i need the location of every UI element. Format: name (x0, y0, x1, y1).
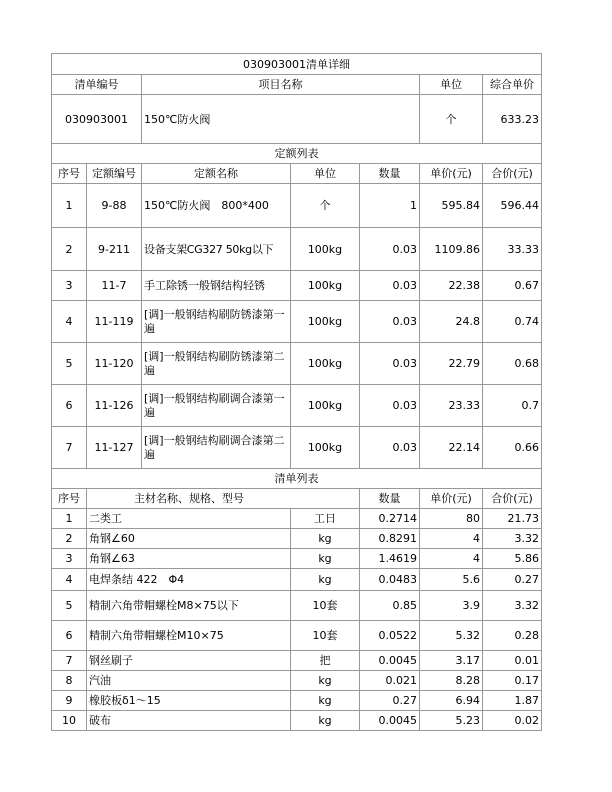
quota-name: 手工除锈一般钢结构轻锈 (142, 271, 291, 301)
quota-no: 5 (52, 343, 87, 385)
material-price: 6.94 (420, 691, 483, 711)
material-no: 10 (52, 711, 87, 731)
quota-row (52, 343, 542, 385)
quota-qty: 0.03 (360, 427, 420, 469)
quota-row (52, 385, 542, 427)
material-total: 0.28 (483, 621, 542, 651)
quota-unit: 100kg (291, 271, 360, 301)
material-no: 7 (52, 651, 87, 671)
quota-row (52, 228, 542, 271)
quota-header-code: 定额编号 (87, 164, 142, 184)
material-price: 5.23 (420, 711, 483, 731)
quota-price: 1109.86 (420, 228, 483, 271)
material-qty: 0.27 (360, 691, 420, 711)
material-unit: 工日 (291, 509, 360, 529)
material-no: 2 (52, 529, 87, 549)
quota-total: 0.68 (483, 343, 542, 385)
material-qty: 0.85 (360, 591, 420, 621)
quota-total: 596.44 (483, 184, 542, 228)
material-header-name: 主材名称、规格、型号 (87, 489, 360, 509)
quota-unit: 个 (291, 184, 360, 228)
material-no: 8 (52, 671, 87, 691)
material-header-total: 合价(元) (483, 489, 542, 509)
material-qty: 0.2714 (360, 509, 420, 529)
quota-code: 11-7 (87, 271, 142, 301)
material-name: 精制六角带帽螺栓M8×75以下 (87, 591, 291, 621)
material-price: 80 (420, 509, 483, 529)
quota-qty: 0.03 (360, 228, 420, 271)
material-name: 汽油 (87, 671, 291, 691)
item-price: 633.23 (483, 95, 542, 144)
material-name: 角钢∠63 (87, 549, 291, 569)
material-price: 3.17 (420, 651, 483, 671)
material-row (52, 691, 542, 711)
material-unit: kg (291, 691, 360, 711)
header-name: 项目名称 (142, 75, 420, 95)
material-row (52, 621, 542, 651)
header-price: 综合单价 (483, 75, 542, 95)
quota-name: [调]一般钢结构刷调合漆第二遍 (142, 427, 291, 469)
material-section-title: 清单列表 (52, 469, 542, 489)
material-unit: 把 (291, 651, 360, 671)
quota-name: [调]一般钢结构刷防锈漆第一遍 (142, 301, 291, 343)
material-unit: kg (291, 549, 360, 569)
material-row (52, 549, 542, 569)
material-qty: 1.4619 (360, 549, 420, 569)
quota-qty: 0.03 (360, 301, 420, 343)
quota-header-total: 合价(元) (483, 164, 542, 184)
material-name: 精制六角带帽螺栓M10×75 (87, 621, 291, 651)
material-qty: 0.0522 (360, 621, 420, 651)
quota-name: 150℃防火阀 800*400 (142, 184, 291, 228)
material-qty: 0.0483 (360, 569, 420, 591)
quota-code: 11-120 (87, 343, 142, 385)
material-total: 3.32 (483, 591, 542, 621)
material-price: 4 (420, 529, 483, 549)
table-title: 030903001清单详细 (52, 54, 542, 75)
quota-row (52, 427, 542, 469)
material-price: 4 (420, 549, 483, 569)
quota-unit: 100kg (291, 301, 360, 343)
material-row (52, 671, 542, 691)
quota-code: 11-126 (87, 385, 142, 427)
quota-price: 595.84 (420, 184, 483, 228)
bill-detail-table (51, 53, 542, 731)
material-price: 3.9 (420, 591, 483, 621)
material-row (52, 509, 542, 529)
material-qty: 0.0045 (360, 711, 420, 731)
quota-no: 7 (52, 427, 87, 469)
material-name: 钢丝刷子 (87, 651, 291, 671)
quota-unit: 100kg (291, 228, 360, 271)
material-unit: kg (291, 671, 360, 691)
material-price: 5.32 (420, 621, 483, 651)
quota-price: 23.33 (420, 385, 483, 427)
quota-price: 22.14 (420, 427, 483, 469)
header-code: 清单编号 (52, 75, 142, 95)
material-no: 6 (52, 621, 87, 651)
material-total: 0.27 (483, 569, 542, 591)
material-total: 21.73 (483, 509, 542, 529)
quota-unit: 100kg (291, 343, 360, 385)
quota-qty: 1 (360, 184, 420, 228)
material-header-qty: 数量 (360, 489, 420, 509)
material-unit: kg (291, 529, 360, 549)
quota-no: 3 (52, 271, 87, 301)
material-unit: kg (291, 711, 360, 731)
item-code: 030903001 (52, 95, 142, 144)
quota-header-qty: 数量 (360, 164, 420, 184)
material-header-no: 序号 (52, 489, 87, 509)
quota-no: 2 (52, 228, 87, 271)
material-unit: 10套 (291, 621, 360, 651)
quota-name: [调]一般钢结构刷防锈漆第二遍 (142, 343, 291, 385)
quota-total: 33.33 (483, 228, 542, 271)
item-unit: 个 (420, 95, 483, 144)
quota-name: [调]一般钢结构刷调合漆第一遍 (142, 385, 291, 427)
quota-no: 4 (52, 301, 87, 343)
material-unit: kg (291, 569, 360, 591)
material-name: 破布 (87, 711, 291, 731)
quota-total: 0.67 (483, 271, 542, 301)
quota-row (52, 301, 542, 343)
material-row (52, 711, 542, 731)
material-qty: 0.0045 (360, 651, 420, 671)
quota-code: 11-119 (87, 301, 142, 343)
quota-no: 6 (52, 385, 87, 427)
material-name: 橡胶板δ1～15 (87, 691, 291, 711)
material-no: 3 (52, 549, 87, 569)
quota-code: 9-88 (87, 184, 142, 228)
material-total: 1.87 (483, 691, 542, 711)
quota-price: 24.8 (420, 301, 483, 343)
header-unit: 单位 (420, 75, 483, 95)
material-total: 0.17 (483, 671, 542, 691)
material-name: 电焊条结 422 Φ4 (87, 569, 291, 591)
quota-qty: 0.03 (360, 385, 420, 427)
material-total: 5.86 (483, 549, 542, 569)
material-row (52, 569, 542, 591)
material-qty: 0.021 (360, 671, 420, 691)
material-name: 二类工 (87, 509, 291, 529)
material-no: 5 (52, 591, 87, 621)
material-qty: 0.8291 (360, 529, 420, 549)
quota-row (52, 271, 542, 301)
material-name: 角钢∠60 (87, 529, 291, 549)
material-row (52, 651, 542, 671)
material-no: 4 (52, 569, 87, 591)
quota-qty: 0.03 (360, 343, 420, 385)
quota-header-no: 序号 (52, 164, 87, 184)
quota-total: 0.66 (483, 427, 542, 469)
material-row (52, 591, 542, 621)
quota-no: 1 (52, 184, 87, 228)
material-price: 8.28 (420, 671, 483, 691)
quota-total: 0.7 (483, 385, 542, 427)
material-total: 0.02 (483, 711, 542, 731)
quota-total: 0.74 (483, 301, 542, 343)
quota-header-price: 单价(元) (420, 164, 483, 184)
material-no: 9 (52, 691, 87, 711)
quota-price: 22.79 (420, 343, 483, 385)
material-total: 0.01 (483, 651, 542, 671)
quota-name: 设备支架CG327 50kg以下 (142, 228, 291, 271)
item-name: 150℃防火阀 (142, 95, 420, 144)
material-unit: 10套 (291, 591, 360, 621)
material-total: 3.32 (483, 529, 542, 549)
material-header-price: 单价(元) (420, 489, 483, 509)
quota-header-name: 定额名称 (142, 164, 291, 184)
material-no: 1 (52, 509, 87, 529)
quota-unit: 100kg (291, 385, 360, 427)
quota-header-unit: 单位 (291, 164, 360, 184)
quota-section-title: 定额列表 (52, 144, 542, 164)
quota-row (52, 184, 542, 228)
quota-unit: 100kg (291, 427, 360, 469)
quota-code: 9-211 (87, 228, 142, 271)
quota-qty: 0.03 (360, 271, 420, 301)
quota-code: 11-127 (87, 427, 142, 469)
material-price: 5.6 (420, 569, 483, 591)
material-row (52, 529, 542, 549)
quota-price: 22.38 (420, 271, 483, 301)
